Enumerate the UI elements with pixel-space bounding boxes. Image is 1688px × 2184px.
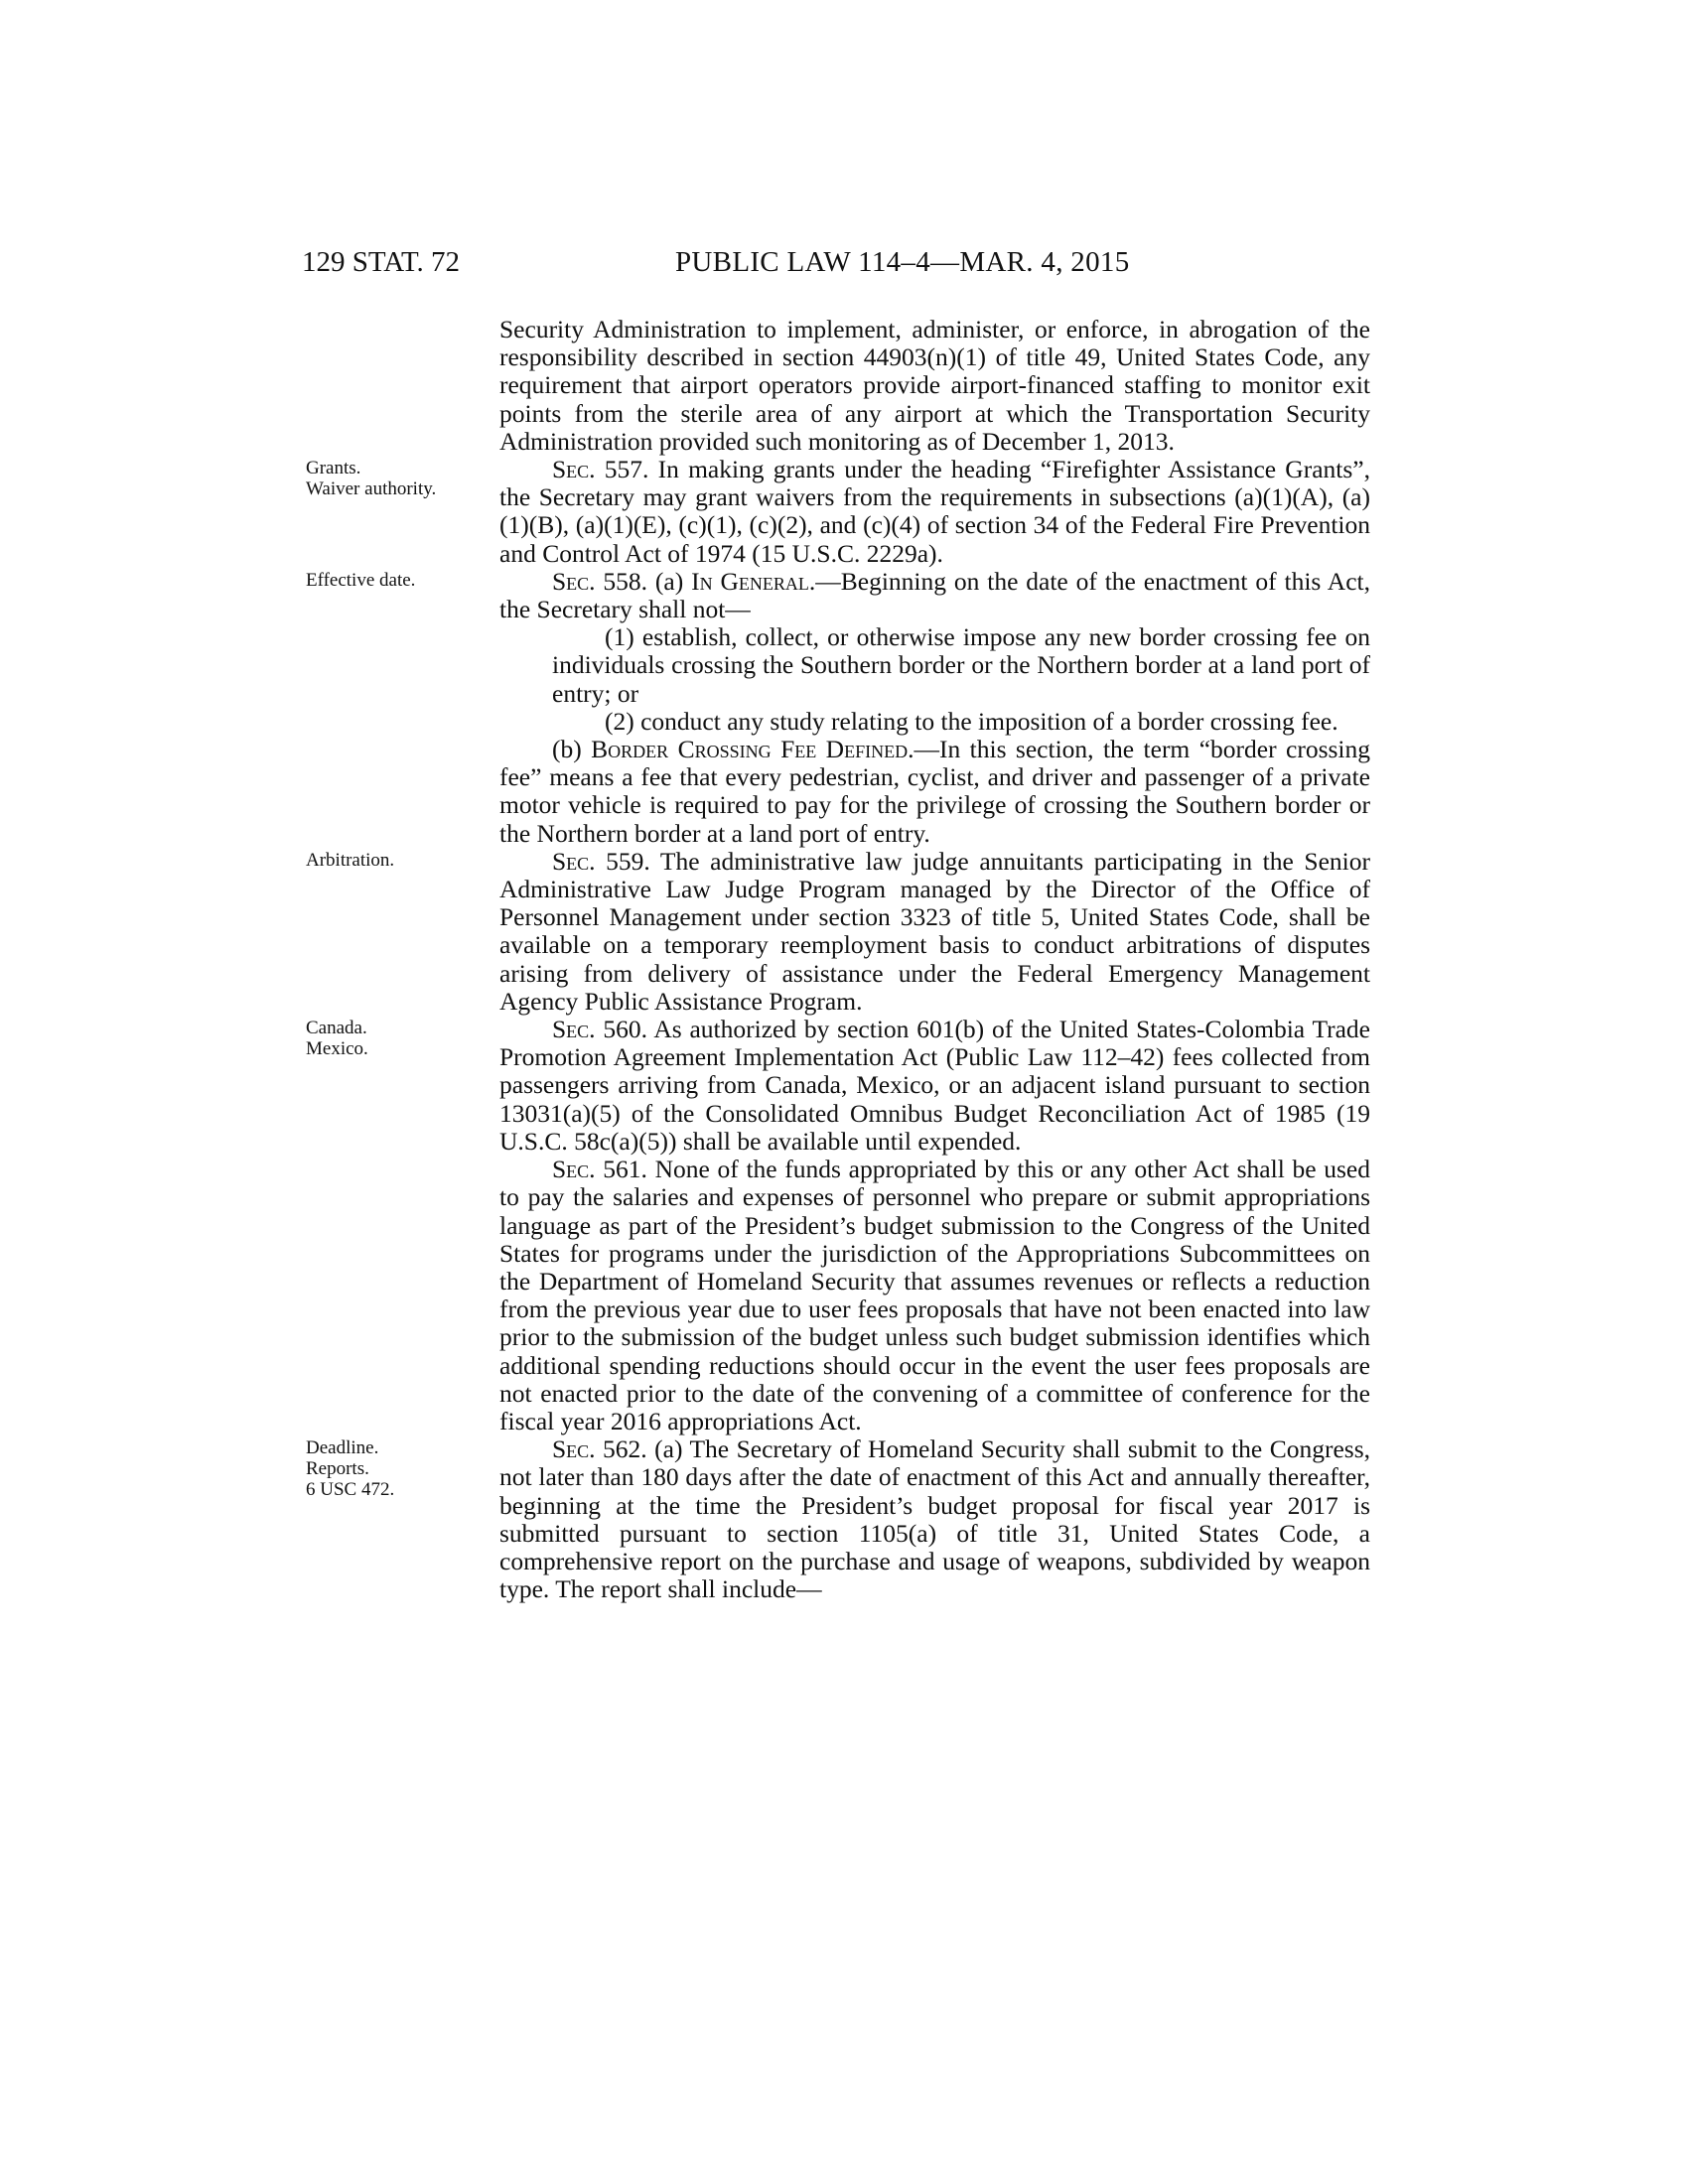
paragraph-text: 562. (a) The Secretary of Homeland Security shall submit to the Congress, not later than 180 days after the date of enactment of this Act and annually thereafter, beginning at the time the President’s budget proposal for fiscal year 2017 is submitted pursuant to section 1105(a) of title 31, United States Code, a comprehensive report on the purchase and usage of weapons, subdivided by weapon type. The report shall include— [499,1434,1370,1604]
page-header [0,246,1688,286]
paragraph-text: 560. As authorized by section 601(b) of the United States-Colombia Trade Promotion Agreement Implementation Act (Public Law 112–42) fees collected from passengers arriving from Canada, Mexico, or an adjacent island pursuant to section 13031(a)(5) of the Consolidated Omnibus Budget Reconciliation Act of 1985 (19 U.S.C. 58c(a)(5)) shall be available until expended. [499,1015,1370,1156]
section-560 [306,1015,1370,1156]
paragraph-prefix: 558. (a) [595,566,692,596]
list-item [552,623,1370,708]
sec-label: Sec. [552,1155,596,1184]
sec-label: Sec. [552,1015,596,1044]
sec-label: Sec. [552,566,596,596]
section-558 [306,566,1370,624]
document-body [0,316,1688,1603]
paragraph-text: —Beginning on the date of the enactment of this Act, the Secretary shall not— [499,566,1370,624]
margin-note [306,1018,485,1059]
law-title: PUBLIC LAW 114–4—MAR. 4, 2015 [675,246,1130,278]
paragraph-text: (2) conduct any study relating to the imposition of a border crossing fee. [605,706,1338,736]
section-557 [306,455,1370,568]
section-562 [306,1434,1370,1604]
margin-note [306,458,485,499]
subsection-heading: Border Crossing Fee Defined. [591,735,914,764]
paragraph-prefix: (b) [552,735,592,764]
paragraph-text: 561. None of the funds appropriated by this or any other Act shall be used to pay the salaries and expenses of personnel who prepare or submit appropriations language as part of the President’s budget submission to the Congress of the United States for programs under the jurisdiction of the Appropriations Subcommittees on the Department of Homeland Security that assumes revenues or reflects a reduction from the previous year due to user fees proposals that have not been enacted into law prior to the submission of the budget unless such budget submission identifies which additional spending reductions should occur in the event the user fees proposals are not enacted prior to the date of the convening of a committee of conference for the fiscal year 2016 appropriations Act. [499,1155,1370,1435]
margin-note-line: Waiver authority. [306,478,437,500]
sec-label: Sec. [552,1434,596,1464]
paragraph-text: (1) establish, collect, or otherwise impose any new border crossing fee on individuals crossing the Southern border or the Northern border at a land port of entry; or [552,622,1370,708]
paragraph-text: 559. The administrative law judge annuitants participating in the Senior Administrative Law Judge Program managed by the Director of the Office of Personnel Management under section 3323 of title 5, United States Code, shall be available on a temporary reemployment basis to conduct arbitrations of disputes arising from delivery of assistance under the Federal Emergency Management Agency Public Assistance Program. [499,846,1370,1016]
section-561 [499,1156,1370,1435]
subsection-heading: In General. [691,566,816,596]
margin-note [306,1437,485,1500]
subsection-b [499,736,1370,848]
list-item [552,708,1370,736]
margin-note-line: Reports. [306,1458,369,1480]
margin-note-line: Grants. [306,458,361,479]
margin-note-line: 6 USC 472. [306,1479,395,1501]
margin-note-line: Mexico. [306,1038,368,1060]
margin-note-line: Arbitration. [306,849,395,871]
sec-label: Sec. [552,846,596,876]
margin-note-line: Deadline. [306,1437,379,1459]
margin-note [306,850,485,871]
margin-note-line: Canada. [306,1018,367,1039]
margin-note [306,570,485,591]
paragraph-text: Security Administration to implement, administer, or enforce, in abrogation of the responsibility described in section 44903(n)(1) of title 49, United States Code, any requirement that airport operators provide airport-financed staffing to monitor exit points from the sterile area of any airport at which the Transportation Security Administration provided such monitoring as of December 1, 2013. [499,315,1370,456]
paragraph-continuation [499,316,1370,456]
paragraph-text: —In this section, the term “border crossing fee” means a fee that every pedestrian, cyclist, and driver and passenger of a private motor vehicle is required to pay for the privilege of crossing the Southern border or the Northern border at a land port of entry. [499,735,1370,848]
sec-label: Sec. [552,455,596,484]
page-number: 129 STAT. 72 [302,246,461,278]
section-559 [306,846,1370,1016]
paragraph-text: 557. In making grants under the heading “Firefighter Assistance Grants”, the Secretary may grant waivers from the requirements in subsections (a)(1)(A), (a)(1)(B), (a)(1)(E), (c)(1), (c)(2), and (c)(4) of section 34 of the Federal Fire Prevention and Control Act of 1974 (15 U.S.C. 2229a). [499,455,1370,568]
margin-note-line: Effective date. [306,569,416,591]
